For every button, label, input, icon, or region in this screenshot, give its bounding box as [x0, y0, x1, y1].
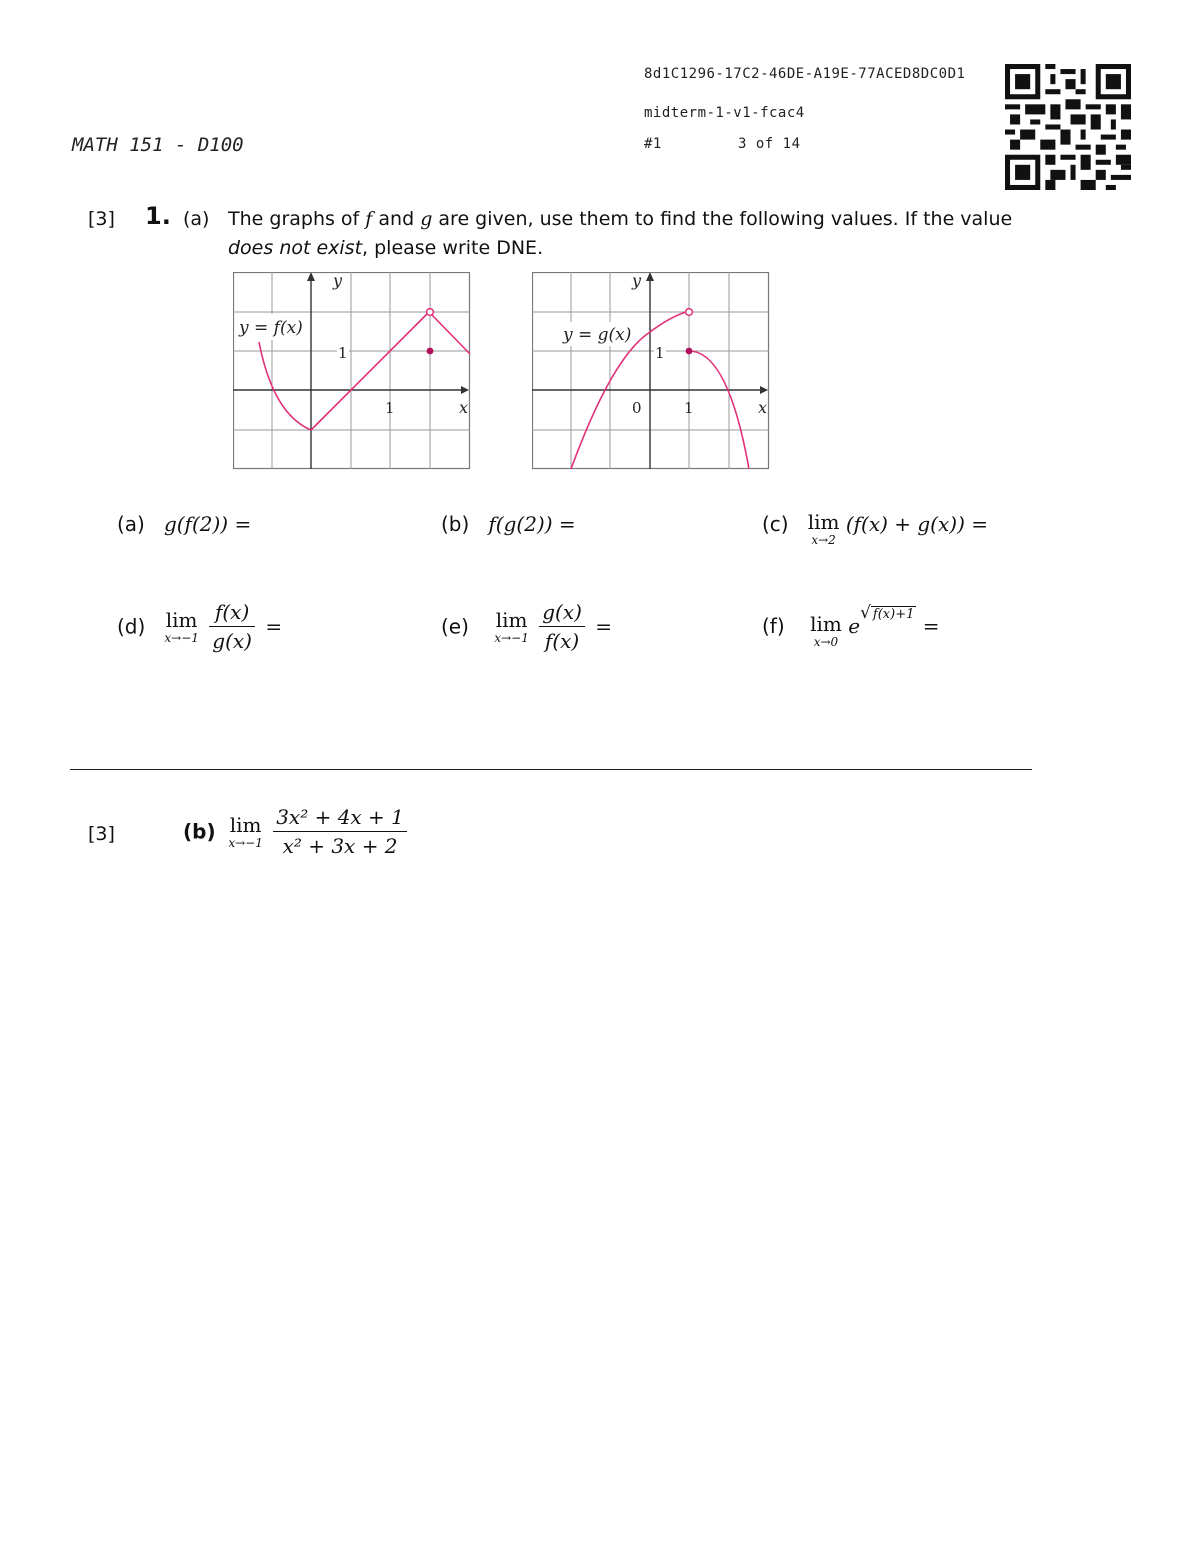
graph-g-y-axis-label: y: [632, 272, 642, 290]
page-info: 3 of 14: [738, 136, 801, 152]
question-number: #1: [644, 136, 662, 152]
points-part-a: [3]: [88, 208, 115, 230]
graph-f-label: y = f(x): [239, 318, 303, 338]
part-a-label: (a): [183, 208, 210, 230]
part-b: (b) f(g(2)) =: [441, 512, 576, 536]
part-c: (c) lim x→2 (f(x) + g(x)) =: [762, 510, 988, 547]
part-b-limit: (b) lim x→−1 $\frac{\text{3x² + 4x + 1}}{\text{x² + 3x + 2}}$: [183, 805, 411, 858]
graph-g-x-axis-label: x: [758, 398, 768, 417]
graph-f-open-point: [427, 309, 434, 316]
instruction-line-2: does not exist, please write DNE.: [228, 237, 544, 259]
part-a: (a) g(f(2)) =: [117, 512, 252, 536]
graph-g-open-point: [686, 309, 693, 316]
course-title: MATH 151 - D100: [72, 134, 244, 156]
qr-code-icon: [1005, 64, 1131, 190]
instruction-line-1: The graphs of f and g are given, use them to find the following values. If the value: [228, 208, 1013, 230]
graph-g-tick-x: 1: [684, 399, 694, 417]
section-divider: [70, 769, 1032, 770]
part-f: (f) lim x→0 $e^{√ f(x)+1}$ =: [762, 603, 940, 649]
graph-g-tick-y: 1: [655, 344, 665, 362]
graph-f-y-axis-label: y: [333, 272, 343, 290]
part-e: (e) lim x→−1 $\frac{g(x)}{f(x)}$ =: [441, 600, 613, 653]
graph-f-closed-point: [427, 348, 434, 355]
graph-f-tick-y: 1: [338, 344, 348, 362]
question-number-label: 1.: [145, 202, 171, 230]
part-d: (d) lim x→−1 $\frac{f(x)}{g(x)}$ =: [117, 600, 283, 653]
graph-g-closed-point: [686, 348, 693, 355]
graph-f: [233, 272, 471, 470]
graph-g: [532, 272, 770, 470]
graph-g-label: y = g(x): [563, 325, 632, 345]
points-part-b: [3]: [88, 823, 115, 845]
exam-id: midterm-1-v1-fcac4: [644, 105, 805, 121]
graph-f-x-axis-label: x: [459, 398, 469, 417]
graph-f-tick-x: 1: [385, 399, 395, 417]
graph-g-origin: 0: [632, 399, 642, 417]
exam-uuid: 8d1C1296-17C2-46DE-A19E-77ACED8DC0D1: [644, 66, 966, 82]
